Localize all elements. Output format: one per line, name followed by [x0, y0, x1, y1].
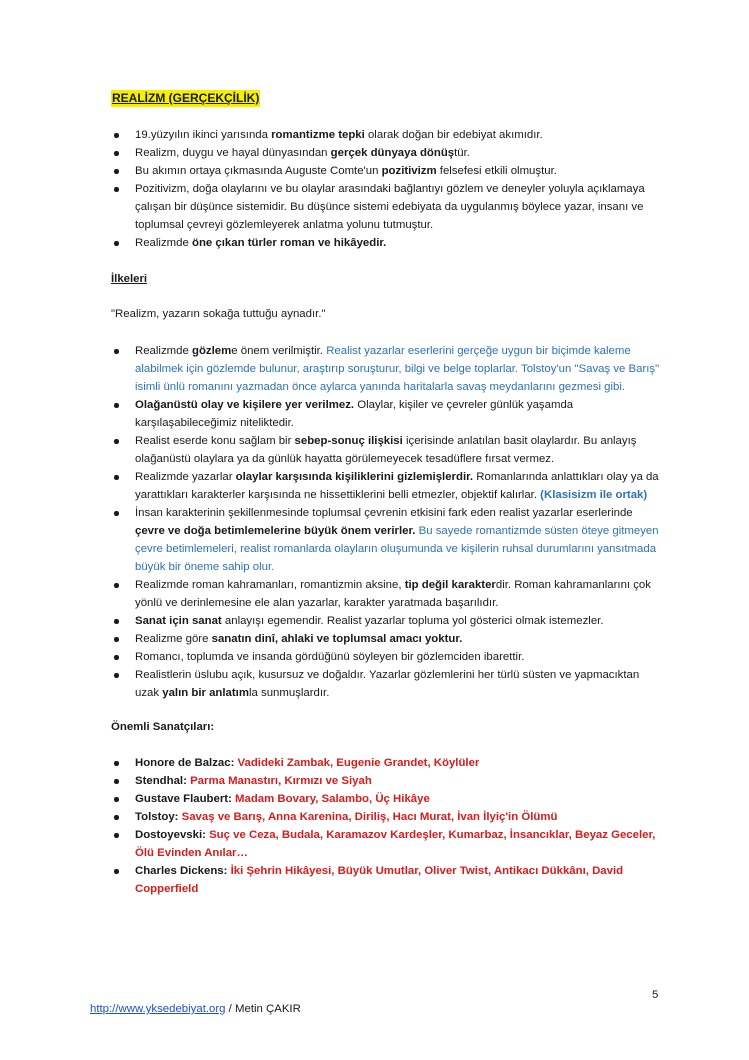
list-item: Bu akımın ortaya çıkmasında Auguste Comte'un pozitivizm felsefesi etkili olmuştur.: [0, 162, 749, 180]
page-number: 5: [652, 989, 659, 1001]
list-item: Realizme göre sanatın dinî, ahlaki ve toplumsal amacı yoktur.: [0, 630, 749, 648]
footer-author: / Metin ÇAKIR: [225, 1003, 301, 1015]
artist-item: Gustave Flaubert: Madam Bovary, Salambo, Üç Hikâye: [0, 790, 749, 808]
list-item: 19.yüzyılın ikinci yarısında romantizme tepki olarak doğan bir edebiyat akımıdır.: [0, 126, 749, 144]
list-item: Realizm, duygu ve hayal dünyasından gerçek dünyaya dönüştür.: [0, 144, 749, 162]
artist-item: Honore de Balzac: Vadideki Zambak, Eugenie Grandet, Köylüler: [0, 754, 749, 772]
artists-list: [0, 754, 749, 898]
principles-heading: İlkeleri: [111, 273, 148, 285]
footer: [90, 1000, 301, 1018]
list-item: Sanat için sanat anlayışı egemendir. Realist yazarlar topluma yol gösterici olmak istemezler.: [0, 612, 749, 630]
artist-item: Stendhal: Parma Manastırı, Kırmızı ve Siyah: [0, 772, 749, 790]
website-link[interactable]: http://www.yksedebiyat.org: [90, 1003, 226, 1015]
list-item: Realizmde gözleme önem verilmiştir. Realist yazarlar eserlerini gerçeğe uygun bir biçimde kaleme alabilmek için gözlemde bulunur, araştırıp soruşturur, bilgi ve belge toplarlar. Tolstoy'un "Savaş ve Barış" isimli ünlü romanını yazmadan önce aylarca yanında haritalarla savaş meydanlarını gezmesi gibi.: [0, 342, 749, 396]
list-item: Realizmde roman kahramanları, romantizmin aksine, tip değil karakterdir. Roman kahramanlarını çok yönlü ve derinlemesine ele alan yazarlar, karakter yaratmada başarılıdır.: [0, 576, 749, 612]
list-item: İnsan karakterinin şekillenmesinde toplumsal çevrenin etkisini fark eden realist yazarlar eserlerinde çevre ve doğa betimlemelerine büyük önem verirler. Bu sayede romantizmde süsten öteye gitmeyen çevre betimlemeleri, realist romanlarda olayların oluşumunda ve kişilerin ruhsal durumlarını yansıtmada büyük bir öneme sahip olur.: [0, 504, 749, 576]
list-item: Realistlerin üslubu açık, kusursuz ve doğaldır. Yazarlar gözlemlerini her türlü süsten ve yapmacıktan uzak yalın bir anlatımla sunmuşlardır.: [0, 666, 749, 702]
artist-item: Dostoyevski: Suç ve Ceza, Budala, Karamazov Kardeşler, Kumarbaz, İnsancıklar, Beyaz Geceler, Ölü Evinden Anılar…: [0, 826, 749, 862]
list-item: Realizmde öne çıkan türler roman ve hikâyedir.: [0, 234, 749, 252]
quote: "Realizm, yazarın sokağa tuttuğu aynadır.": [111, 308, 326, 320]
page-title: REALİZM (GERÇEKÇİLİK): [112, 91, 260, 105]
artist-item: Charles Dickens: İki Şehrin Hikâyesi, Büyük Umutlar, Oliver Twist, Antikacı Dükkânı, David Copperfield: [0, 862, 749, 898]
artists-heading: Önemli Sanatçıları:: [111, 721, 215, 733]
list-item: Realist eserde konu sağlam bir sebep-sonuç ilişkisi içerisinde anlatılan basit olaylardır. Bu anlayış olağanüstü olaylara ya da günlük hayatta görülemeyecek tesadüflere fırsat vermez.: [0, 432, 749, 468]
artist-item: Tolstoy: Savaş ve Barış, Anna Karenina, Diriliş, Hacı Murat, İvan İlyiç'in Ölümü: [0, 808, 749, 826]
list-item: Realizmde yazarlar olaylar karşısında kişiliklerini gizlemişlerdir. Romanlarında anlattıkları olay ya da yarattıkları karakterler karşısında ne hissettiklerini belli etmezler, objektif kalırlar. (Klasisizm ile ortak): [0, 468, 749, 504]
list-item: Romancı, toplumda ve insanda gördüğünü söyleyen bir gözlemciden ibarettir.: [0, 648, 749, 666]
list-item: Pozitivizm, doğa olaylarını ve bu olaylar arasındaki bağlantıyı gözlem ve deneyler yoluyla açıklamaya çalışan bir düşünce sistemidir. Bu düşünce sistemi edebiyata da uygulanmış böylece yazar, insanı ve toplumsal çevreyi gözlemleyerek anlatma yolunu tutmuştur.: [0, 180, 749, 234]
principles-list: [0, 342, 749, 702]
list-item: Olağanüstü olay ve kişilere yer verilmez. Olaylar, kişiler ve çevreler günlük yaşamda karşılaşabileceğimiz niteliktedir.: [0, 396, 749, 432]
intro-list: [0, 126, 749, 252]
